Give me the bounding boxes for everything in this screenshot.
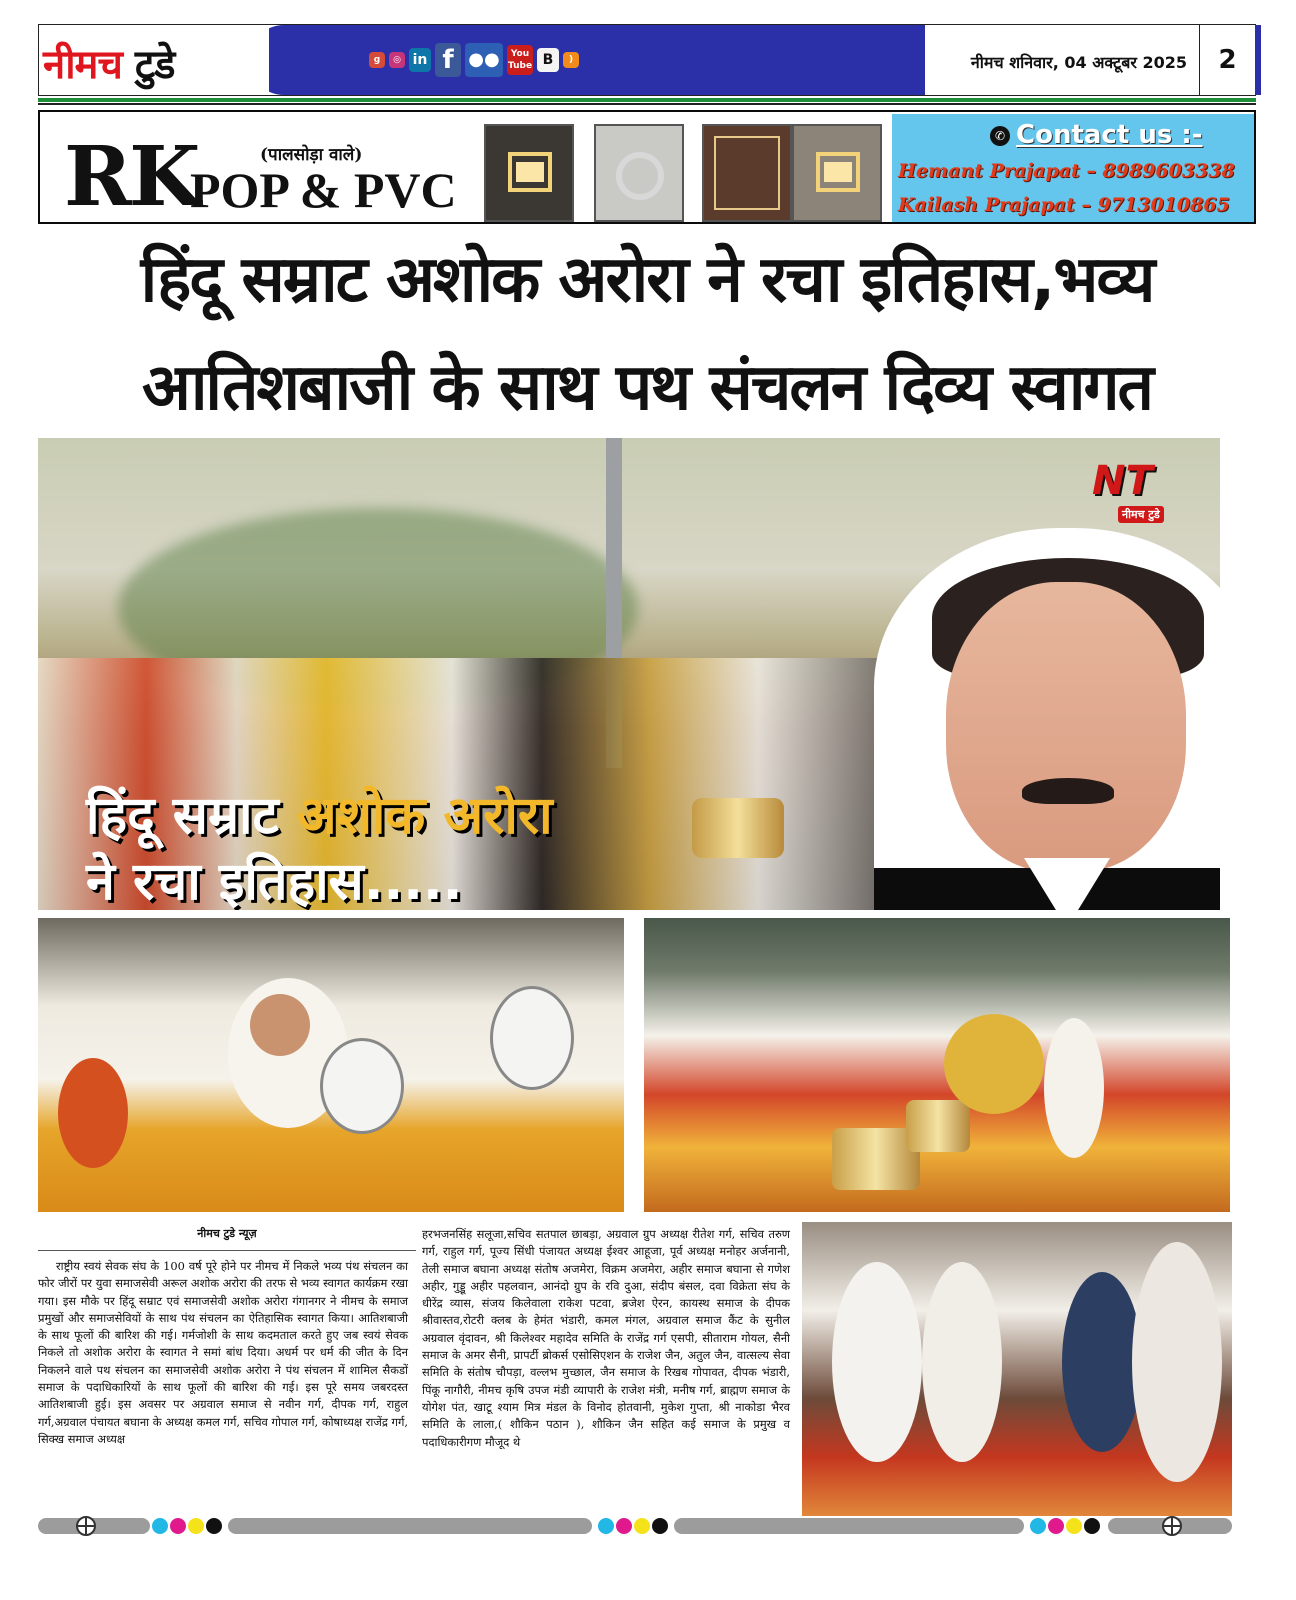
- cyan-dot: [152, 1518, 168, 1534]
- byline-rule: [38, 1250, 416, 1251]
- overlay-yellow-text: अशोक अरोरा: [296, 786, 553, 846]
- photo-drum: [692, 798, 784, 858]
- procession-photo-bottom[interactable]: [802, 1222, 1232, 1516]
- nt-logo: [1092, 458, 1192, 522]
- ad-contact-line-2: Kailash Prajapat – 9713010865: [898, 194, 1230, 216]
- photo-figure: [1044, 1018, 1104, 1158]
- logo-red-word: नीमच: [43, 42, 122, 88]
- black-dot: [652, 1518, 668, 1534]
- black-dot: [1084, 1518, 1100, 1534]
- headline-line-1: हिंदू सम्राट अशोक अरोरा ने रचा इतिहास,भव्य: [140, 243, 1154, 317]
- masthead-black-rule: [38, 103, 1256, 105]
- page-number: 2: [1199, 25, 1255, 95]
- instagram-icon[interactable]: ◎: [389, 52, 405, 68]
- registration-cross-icon: [1162, 1516, 1182, 1536]
- article-column-2: हरभजनसिंह सलूजा,सचिव सतपाल छाबड़ा, अग्रवाल ग्रुप अध्यक्ष रीतेश गर्ग, सचिव तरुण गर्ग, राहुल गर्ग, पूज्य सिंधी पंजायत अध्यक्ष ईश्वर आहूजा, पूर्व अध्यक्ष मनोहर अर्जनानी, तेली समाज बघाना अध्यक्ष संतोष अजमेरा, विक्रम अजमेरा, अहीर समाज बघाना से गणेश अहीर, गुड्डू अहीर पहलवान, आनंदो ग्रुप के रवि दुआ, संदीप बंसल, दवा विक्रेता संघ के धीरेंद्र व्यास, संजय किलेवाला राकेश पटवा, ब्रजेश ऐरन, कायस्थ समाज के दीपक श्रीवास्तव,रोटरी क्लब के हेमंत भंडारी, कमल मंगल, अग्रवाल समाज कैंट के सुनील अग्रवाल वृंदावन, श्री किलेश्वर महादेव समिति के राजेंद्र गर्ग एसपी, सीताराम गोयल, सैनी समाज के अमर सैनी, प्रापर्टी ब्रोकर्स एसोसिएशन के राजेश जैन, अतुल जैन, वात्सल्य सेवा समिति के संतोष चौपड़ा, वल्लभ मुच्छाल, जैन समाज के रिखब गोपावत, दीपक भंडारी, पिंकू नागौरी, नीमच कृषि उपज मंडी व्यापारी के राजेश मंत्री, मनीष गर्ग, ब्राह्मण समाज के योगेश पंत, खाटू श्याम मित्र मंडल के विनोद होतवानी, मुकेश गुप्ता, श्री नाकोडा भैरव समिति के लाला,( शौकिन पठान ), शौकिन जैन सहित कई समाज के प्रमुख व पदाधिकारीगण मौजूद थे: [422, 1227, 790, 1449]
- yellow-dot: [188, 1518, 204, 1534]
- photo-overlay-line-1: [86, 778, 553, 849]
- photo-drum: [320, 1038, 404, 1134]
- photo-overlay-line-2: ने रचा इतिहास.....: [86, 852, 463, 910]
- photo-figure: [58, 1058, 128, 1168]
- social-icons: [369, 43, 579, 77]
- ad-ceiling-photo-4: [792, 124, 882, 222]
- photo-drum: [490, 986, 574, 1090]
- photo-figure: [832, 1262, 922, 1462]
- yellow-dot: [634, 1518, 650, 1534]
- advertisement-banner[interactable]: [38, 110, 1256, 224]
- main-photo[interactable]: [38, 438, 1220, 910]
- issue-date: नीमच शनिवार, 04 अक्टूबर 2025: [970, 53, 1187, 72]
- ad-brand-rk: RK: [64, 129, 198, 224]
- main-headline: [38, 226, 1256, 442]
- portrait-face: [946, 582, 1186, 872]
- ad-ceiling-photo-1: [484, 124, 574, 222]
- magenta-dot: [170, 1518, 186, 1534]
- photo-drum: [906, 1100, 970, 1152]
- cyan-dot: [598, 1518, 614, 1534]
- procession-photo-left[interactable]: [38, 918, 624, 1212]
- magenta-dot: [616, 1518, 632, 1534]
- nt-logo-mark: NT: [1092, 458, 1153, 504]
- ad-brand-name: POP & PVC: [190, 162, 457, 218]
- ad-brand-subtitle: (पालसोड़ा वाले): [260, 145, 363, 165]
- google-plus-icon[interactable]: g: [369, 52, 385, 68]
- registration-bar: [674, 1518, 1024, 1534]
- ad-contact-line-1: Hemant Prajapat – 8989603338: [898, 160, 1235, 182]
- photo-figure: [944, 1014, 1044, 1114]
- article-byline: नीमच टुडे न्यूज़: [197, 1227, 257, 1240]
- cyan-dot: [1030, 1518, 1046, 1534]
- photo-figure: [1062, 1272, 1142, 1452]
- youtube-icon[interactable]: You Tube: [507, 45, 533, 75]
- logo-text: [43, 35, 174, 90]
- newspaper-logo[interactable]: [39, 25, 269, 95]
- group-icon[interactable]: ●●: [465, 43, 503, 77]
- rss-icon[interactable]: ): [563, 52, 579, 68]
- ad-ceiling-photo-3: [702, 124, 792, 222]
- registration-bar: [228, 1518, 592, 1534]
- date-box: [925, 25, 1255, 95]
- phone-icon: ✆: [990, 126, 1010, 146]
- overlay-white-text: हिंदू सम्राट: [86, 786, 279, 846]
- blogger-icon[interactable]: B: [537, 48, 559, 72]
- ad-ceiling-photo-2: [594, 124, 684, 222]
- nt-logo-subtitle: नीमच टुडे: [1118, 506, 1164, 523]
- masthead: [38, 24, 1256, 96]
- photo-figure: [922, 1262, 1002, 1462]
- headline-line-2: आतिशबाजी के साथ पथ संचलन दिव्य स्वागत: [142, 351, 1152, 425]
- masthead-green-rule: [38, 98, 1256, 102]
- photo-face: [250, 994, 310, 1056]
- article-column-1: राष्ट्रीय स्वयं सेवक संघ के 100 वर्ष पूरे होने पर नीमच में निकले भव्य पंथ संचलन का फोर जीरों पर युवा समाजसेवी अरूल अशोक अरोरा की तरफ से भव्य स्वागत कार्यक्रम रखा गया। इस मौके पर हिंदू सम्राट एवं समाजसेवी अशोक अरोरा गंगानगर ने नीमच के समाज प्रमुखों और समाजसेवियों के साथ पंथ संचलन का ऐतिहासिक स्वागत किया। आतिशबाजी के साथ फूलों की बारिश की गई। गर्मजोशी के साथ कदमताल करते हुए जब स्वयं सेवक निकले तो अशोक अरोरा के स्वागत ने समां बांध दिया। अधर्म पर धर्म की जीत के दिन निकलने वाले पथ संचलन का समाजसेवी अशोक अरोरा ने पंथ संचलन में शामिल सैकडों समाज के पदाधिकारियों के साथ फूलों की बारिश की गई। इस पूरे समय जबरदस्त आतिशबाजी हुई। इस अवसर पर अग्रवाल समाज से नवीन गर्ग, दीपक गर्ग, राहुल गर्ग,अग्रवाल पंचायत बघाना के अध्यक्ष कमल गर्ग, सचिव गोपाल गर्ग, कोषाध्यक्ष राजेंद्र गर्ग, सिक्ख समाज अध्यक्ष: [38, 1259, 408, 1446]
- linkedin-icon[interactable]: in: [409, 48, 431, 72]
- magenta-dot: [1048, 1518, 1064, 1534]
- portrait-cutout: [874, 528, 1220, 910]
- ad-contact-title: Contact us :-: [1016, 120, 1203, 150]
- logo-black-word: टुडे: [134, 42, 175, 88]
- black-dot: [206, 1518, 222, 1534]
- portrait-moustache: [1022, 778, 1114, 804]
- yellow-dot: [1066, 1518, 1082, 1534]
- ad-contact-panel: [892, 114, 1256, 224]
- procession-photo-right[interactable]: [644, 918, 1230, 1212]
- facebook-icon[interactable]: f: [435, 43, 461, 77]
- registration-cross-icon: [76, 1516, 96, 1536]
- photo-figure: [1132, 1242, 1222, 1482]
